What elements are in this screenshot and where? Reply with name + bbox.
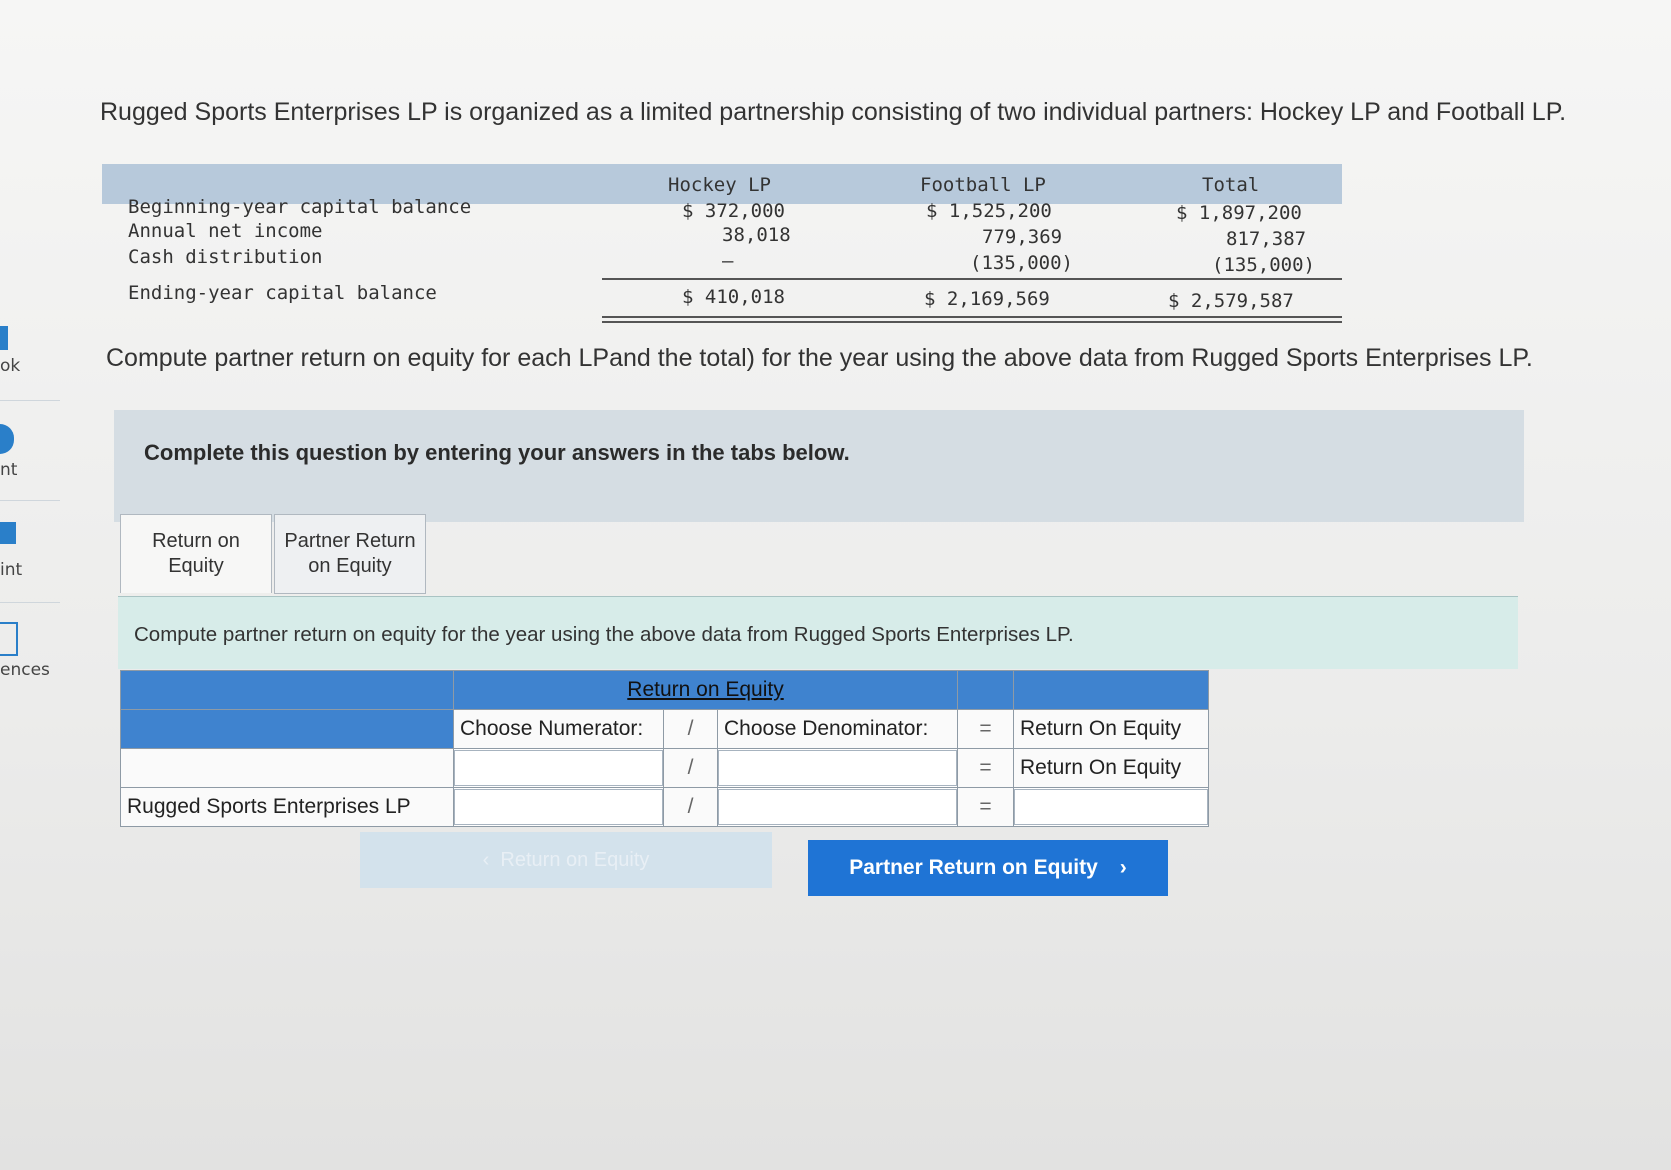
print-icon[interactable] xyxy=(0,522,16,544)
divider xyxy=(0,400,60,401)
cell-beginning-hockey: $ 372,000 xyxy=(682,200,785,222)
tab-panel-prompt xyxy=(118,596,1518,669)
cell-income-total: 817,387 xyxy=(1226,228,1307,250)
result-header: Return On Equity xyxy=(1014,710,1209,749)
total-rule-1 xyxy=(602,316,1342,318)
numerator-input[interactable] xyxy=(454,750,663,786)
document-icon[interactable] xyxy=(0,622,18,656)
sidebar-item-nt[interactable]: nt xyxy=(0,460,18,480)
play-icon[interactable] xyxy=(0,424,14,454)
col-header-hockey: Hockey LP xyxy=(668,174,771,196)
cell-distribution-total: (135,000) xyxy=(1212,254,1315,276)
tab-label-line1: Partner Return xyxy=(284,530,416,552)
next-tab-label: Partner Return on Equity xyxy=(849,856,1098,879)
book-icon[interactable] xyxy=(0,326,8,350)
numerator-header: Choose Numerator: xyxy=(454,710,664,749)
subtotal-rule xyxy=(602,278,1342,280)
left-sidebar xyxy=(0,0,60,1170)
result-input-cell[interactable] xyxy=(1014,788,1209,827)
instruction-text: Complete this question by entering your answers in the tabs below. xyxy=(144,440,850,465)
divide-symbol: / xyxy=(664,788,718,827)
tab-return-on-equity[interactable] xyxy=(120,514,272,593)
denominator-input-cell[interactable] xyxy=(718,788,958,827)
tab-label-line1: Return on xyxy=(152,530,240,552)
row-label-rugged-sports: Rugged Sports Enterprises LP xyxy=(121,788,454,827)
intro-text: Rugged Sports Enterprises LP is organized as a limited partnership consisting of two individual partners: Hockey LP and Football LP. xyxy=(100,98,1567,126)
tab-partner-return-on-equity[interactable] xyxy=(274,514,426,594)
cell-distribution-football: (135,000) xyxy=(970,252,1073,274)
header-blank xyxy=(121,710,454,749)
next-tab-button[interactable] xyxy=(808,840,1168,896)
cell-ending-total: $ 2,579,587 xyxy=(1168,290,1294,312)
header-blank xyxy=(121,671,454,710)
previous-tab-button[interactable] xyxy=(360,832,772,888)
row-label-cash-distribution: Cash distribution xyxy=(128,246,323,268)
equals-symbol: = xyxy=(958,749,1014,788)
cell-beginning-total: $ 1,897,200 xyxy=(1176,202,1302,224)
instruction-box xyxy=(114,410,1524,522)
header-blank xyxy=(1014,671,1209,710)
question-prompt: Compute partner return on equity for each LPand the total) for the year using the above data from Rugged Sports Enterprises LP. xyxy=(106,344,1533,372)
col-header-total: Total xyxy=(1202,174,1260,196)
numerator-input-cell[interactable] xyxy=(454,788,664,827)
cell-distribution-hockey: – xyxy=(722,250,734,272)
denominator-header: Choose Denominator: xyxy=(718,710,958,749)
result-value-input[interactable] xyxy=(1014,789,1208,825)
sidebar-item-int[interactable]: int xyxy=(0,560,23,580)
divider xyxy=(0,602,60,603)
divider xyxy=(0,500,60,501)
cell-ending-hockey: $ 410,018 xyxy=(682,286,785,308)
row-label-beginning: Beginning-year capital balance xyxy=(128,196,472,218)
numerator-value-input[interactable] xyxy=(454,789,663,825)
roe-table-title: Return on Equity xyxy=(454,671,958,710)
tab-label-line2: on Equity xyxy=(308,555,392,577)
col-header-football: Football LP xyxy=(920,174,1046,196)
cell-income-football: 779,369 xyxy=(982,226,1063,248)
sidebar-item-ences[interactable]: ences xyxy=(0,660,50,680)
total-rule-2 xyxy=(602,321,1342,323)
previous-tab-label: Return on Equity xyxy=(500,848,650,871)
tab-prompt-text: Compute partner return on equity for the year using the above data from Rugged Sports Enterprises LP. xyxy=(134,623,1074,646)
cell-income-hockey: 38,018 xyxy=(722,224,791,246)
header-blank xyxy=(958,671,1014,710)
row-label-ending: Ending-year capital balance xyxy=(128,282,437,304)
denominator-input[interactable] xyxy=(718,750,957,786)
chevron-left-icon: ‹ xyxy=(482,848,490,871)
equals-symbol: = xyxy=(958,710,1014,749)
return-on-equity-table xyxy=(120,670,1209,827)
cell-ending-football: $ 2,169,569 xyxy=(924,288,1050,310)
numerator-dropdown[interactable] xyxy=(454,749,664,788)
sidebar-item-ok[interactable]: ok xyxy=(0,356,21,376)
equals-symbol: = xyxy=(958,788,1014,827)
row-label-empty xyxy=(121,749,454,788)
divide-symbol: / xyxy=(664,749,718,788)
denominator-value-input[interactable] xyxy=(718,789,957,825)
divide-symbol: / xyxy=(664,710,718,749)
result-label: Return On Equity xyxy=(1014,749,1209,788)
cell-beginning-football: $ 1,525,200 xyxy=(926,200,1052,222)
row-label-net-income: Annual net income xyxy=(128,220,323,242)
chevron-right-icon: › xyxy=(1119,856,1127,879)
denominator-dropdown[interactable] xyxy=(718,749,958,788)
tab-label-line2: Equity xyxy=(168,555,224,577)
